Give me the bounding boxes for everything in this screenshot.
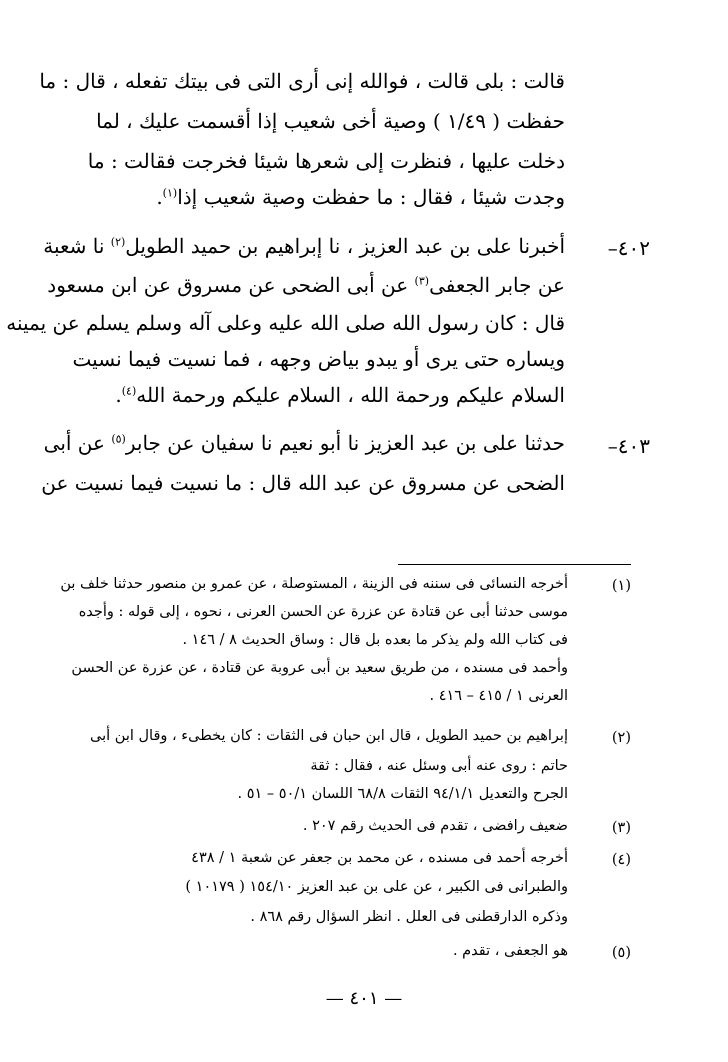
body-line: ويساره حتى يرى أو يبدو بياض وجهه ، فما نسيت فيما نسيت — [72, 347, 565, 371]
footnote-line: وأحمد فى مسنده ، من طريق سعيد بن أبى عروبة عن قتادة ، عن عزرة عن الحسن — [71, 660, 568, 676]
body-line: وجدت شيئا ، فقال : ما حفظت وصية شعيب إذا$^{(١)}$. — [156, 185, 565, 209]
footnote-ref[interactable]: (٥) — [111, 432, 126, 446]
footnote-mark: (٤) — [611, 852, 631, 868]
body-line: السلام عليكم ورحمة الله ، السلام عليكم ورحمة الله$^{(٤)}$. — [115, 383, 565, 407]
footnote-mark: (٥) — [611, 945, 631, 961]
footnote-ref[interactable]: (٢) — [110, 235, 126, 249]
footnote-mark: (١) — [611, 578, 631, 594]
body-line: دخلت عليها ، فنظرت إلى شعرها شيئا فخرجت فقالت : ما — [87, 149, 565, 173]
footnote-ref[interactable]: (٤) — [121, 384, 137, 398]
footnote-mark: (٢) — [611, 730, 631, 746]
footnote-line: أخرجه النسائى فى سننه فى الزينة ، المستوصلة ، عن عمرو بن منصور حدثنا خلف بن — [60, 576, 568, 592]
page-number: — ٤٠١ — — [325, 988, 403, 1009]
footnote-ref[interactable]: (١) — [162, 186, 178, 200]
footnote-line: العرنى ١ / ٤١٥ – ٤١٦ . — [429, 688, 568, 704]
footnote-mark: (٣) — [611, 820, 631, 836]
body-line: حفظت ( ١/٤٩ ) وصية أخى شعيب إذا أقسمت عليك ، لما — [96, 109, 565, 133]
body-line: أخبرنا على بن عبد العزيز ، نا إبراهيم بن حميد الطويل$^{(٢)}$ نا شعبة — [43, 234, 565, 258]
hadith-number: ٤٠٣– — [607, 434, 650, 458]
hadith-number: ٤٠٢– — [607, 236, 650, 260]
body-line: قالت : بلى قالت ، فوالله إنى أرى التى فى بيتك تفعله ، قال : ما — [39, 69, 565, 93]
footnote-line: إبراهيم بن حميد الطويل ، قال ابن حبان فى الثقات : كان يخطىء ، وقال ابن أبى — [90, 728, 568, 744]
footnote-line: والطبرانى فى الكبير ، عن على بن عبد العزيز ١٥٤/١٠ ( ١٠١٧٩ ) — [185, 879, 568, 895]
footnote-line: موسى حدثنا أبى عن قتادة عن عزرة عن الحسن العرنى ، نحوه ، إلى قوله : وأجده — [78, 604, 568, 620]
footnote-ref[interactable]: (٣) — [414, 274, 430, 288]
footnote-line: أخرجه أحمد فى مسنده ، عن محمد بن جعفر عن شعبة ١ / ٤٣٨ — [191, 850, 568, 866]
footnote-line: وذكره الدارقطنى فى العلل . انظر السؤال رقم ٨٦٨ . — [250, 909, 568, 925]
footnote-line: ضعيف رافضى ، تقدم فى الحديث رقم ٢٠٧ . — [302, 818, 568, 834]
footnote-line: فى كتاب الله ولم يذكر ما بعده بل قال : وساق الحديث ٨ / ١٤٦ . — [182, 632, 568, 648]
footnote-line: الجرح والتعديل ٩٤/١/١ الثقات ٦٨/٨ اللسان ٥٠/١ – ٥١ . — [237, 786, 568, 802]
footnote-separator — [398, 564, 631, 565]
body-line: قال : كان رسول الله صلى الله عليه وعلى آله وسلم يسلم عن يمينه — [6, 311, 565, 335]
footnote-line: حاتم : روى عنه أبى وسئل عنه ، فقال : ثقة — [310, 758, 568, 774]
body-line: الضحى عن مسروق عن عبد الله قال : ما نسيت فيما نسيت عن — [41, 471, 565, 495]
body-line: عن جابر الجعفى$^{(٣)}$ عن أبى الضحى عن مسروق عن ابن مسعود — [47, 273, 565, 297]
body-line: حدثنا على بن عبد العزيز نا أبو نعيم نا سفيان عن جابر$^{(٥)}$ عن أبى — [43, 431, 565, 455]
footnote-line: هو الجعفى ، تقدم . — [452, 943, 568, 959]
